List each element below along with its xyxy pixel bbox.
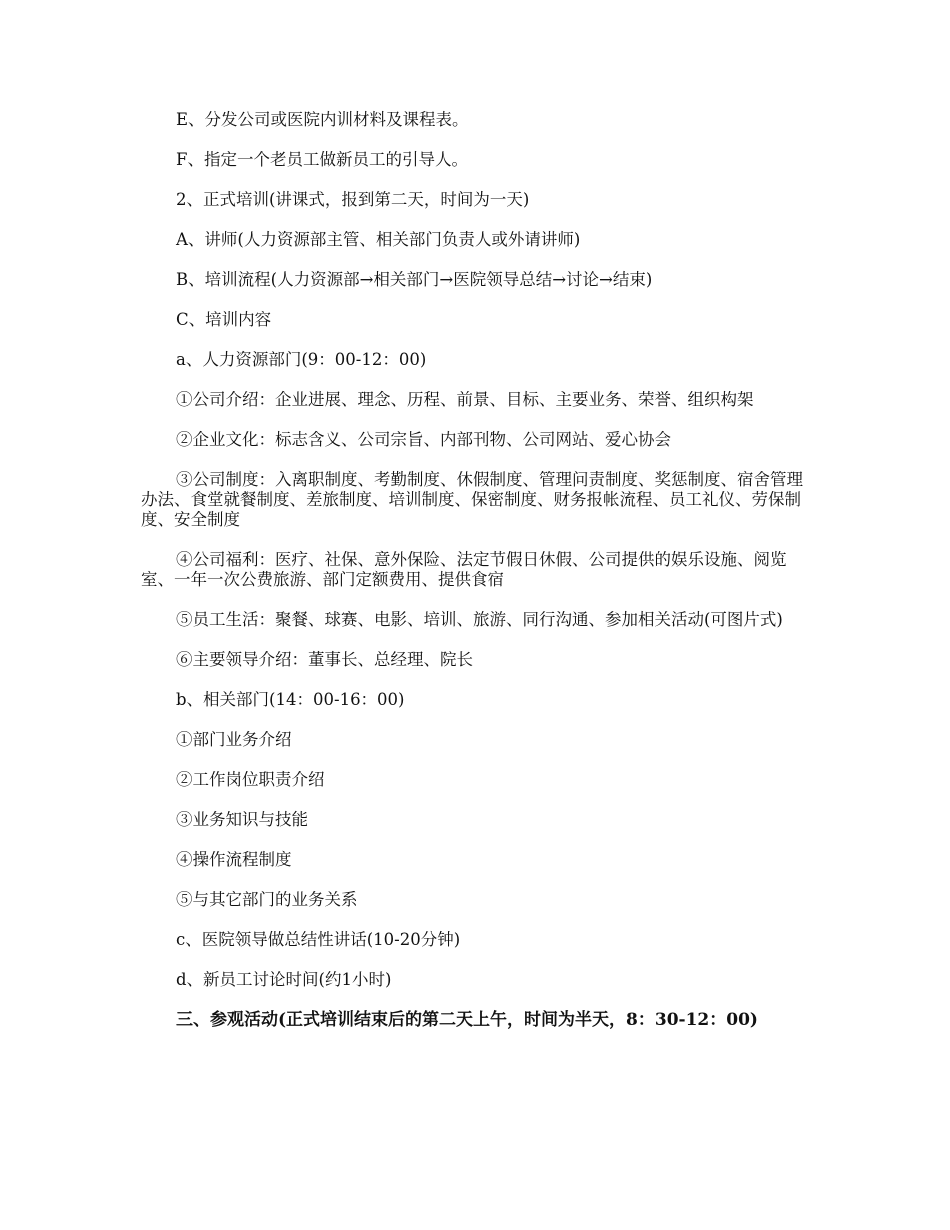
paragraph-lecturer: A、讲师(人力资源部主管、相关部门负责人或外请讲师) [176,230,581,249]
paragraph-item-f: F、指定一个老员工做新员工的引导人。 [176,150,468,169]
paragraph-company-intro: ①公司介绍：企业进展、理念、历程、前景、目标、主要业务、荣誉、组织构架 [176,390,754,409]
paragraph-employee-life: ⑤员工生活：聚餐、球赛、电影、培训、旅游、同行沟通、参加相关活动(可图片式) [176,610,783,629]
paragraph-company-policies: ③公司制度：入离职制度、考勤制度、休假制度、管理问责制度、奖惩制度、宿舍管理办法、食堂就餐制度、差旅制度、培训制度、保密制度、财务报帐流程、员工礼仪、劳保制度、安全制度 [141,470,803,529]
paragraph-leadership-intro: ⑥主要领导介绍：董事长、总经理、院长 [176,650,473,669]
paragraph-training-content: C、培训内容 [176,310,272,329]
paragraph-operating-procedures: ④操作流程制度 [176,850,292,869]
paragraph-training-flow: B、培训流程(人力资源部→相关部门→医院领导总结→讨论→结束) [176,270,653,289]
paragraph-related-departments: b、相关部门(14：00-16：00) [176,690,405,709]
paragraph-leader-speech: c、医院领导做总结性讲话(10-20分钟) [176,930,461,949]
paragraph-department-business: ①部门业务介绍 [176,730,292,749]
paragraph-discussion-time: d、新员工讨论时间(约1小时) [176,970,392,989]
paragraph-knowledge-skills: ③业务知识与技能 [176,810,308,829]
paragraph-hr-department: a、人力资源部门(9：00-12：00) [176,350,427,369]
paragraph-item-e: E、分发公司或医院内训材料及课程表。 [176,110,469,129]
paragraph-formal-training: 2、正式培训(讲课式，报到第二天，时间为一天) [176,190,530,209]
section-heading-visit: 三、参观活动(正式培训结束后的第二天上午，时间为半天，8：30-12：00) [176,1010,758,1030]
paragraph-job-duties: ②工作岗位职责介绍 [176,770,325,789]
document-body [141,110,813,1050]
paragraph-business-relations: ⑤与其它部门的业务关系 [176,890,358,909]
paragraph-company-benefits: ④公司福利：医疗、社保、意外保险、法定节假日休假、公司提供的娱乐设施、阅览室、一年一次公费旅游、部门定额费用、提供食宿 [141,550,787,589]
paragraph-corporate-culture: ②企业文化：标志含义、公司宗旨、内部刊物、公司网站、爱心协会 [176,430,671,449]
